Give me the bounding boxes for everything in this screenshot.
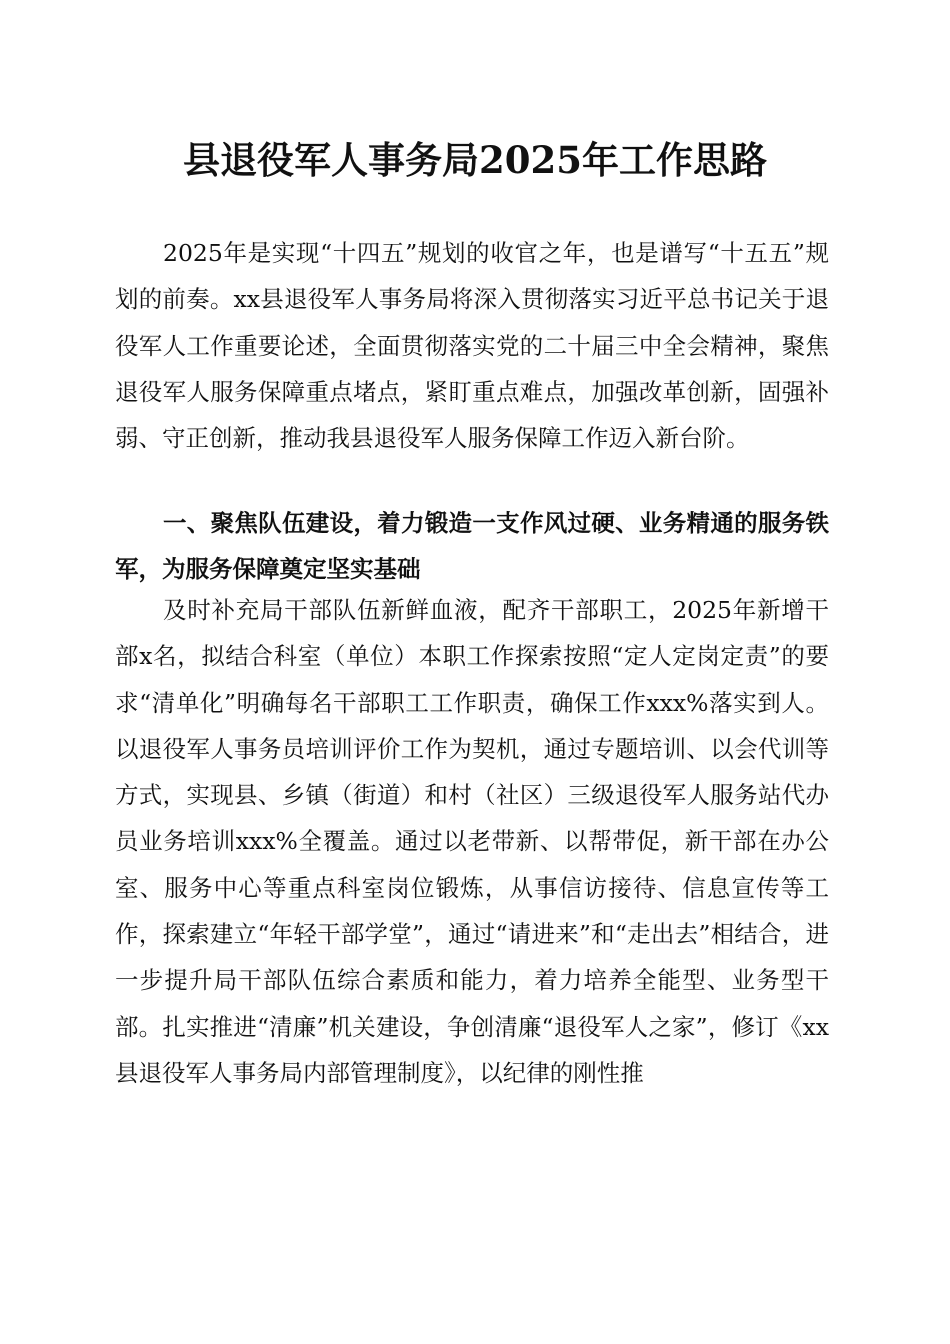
document-title: 县退役军人事务局2025年工作思路 [183,138,767,182]
intro-paragraph: 2025年是实现“十四五”规划的收官之年，也是谱写“十五五”规划的前奏。xx县退役军人事务局将深入贯彻落实习近平总书记关于退役军人工作重要论述，全面贯彻落实党的二十届三中全会精神，聚焦退役军人服务保障重点堵点，紧盯重点难点，加强改革创新，固强补弱、守正创新，推动我县退役军人服务保障工作迈入新台阶。 [115,239,829,453]
section-paragraph: 及时补充局干部队伍新鲜血液，配齐干部职工，2025年新增干部x名，拟结合科室（单位）本职工作探索按照“定人定岗定责”的要求“清单化”明确每名干部职工工作职责，确保工作xxx%落实到人。以退役军人事务员培训评价工作为契机，通过专题培训、以会代训等方式，实现县、乡镇（街道）和村（社区）三级退役军人服务站代办员业务培训xxx%全覆盖。通过以老带新、以帮带促，新干部在办公室、服务中心等重点科室岗位锻炼，从事信访接待、信息宣传等工作，探索建立“年轻干部学堂”，通过“请进来”和“走出去”相结合，进一步提升局干部队伍综合素质和能力，着力培养全能型、业务型干部。扎实推进“清廉”机关建设，争创清廉“退役军人之家”，修订《xx县退役军人事务局内部管理制度》，以纪律的刚性推 [115,596,829,1087]
section-heading: 一、聚焦队伍建设，着力锻造一支作风过硬、业务精通的服务铁军，为服务保障奠定坚实基础 [115,509,829,584]
